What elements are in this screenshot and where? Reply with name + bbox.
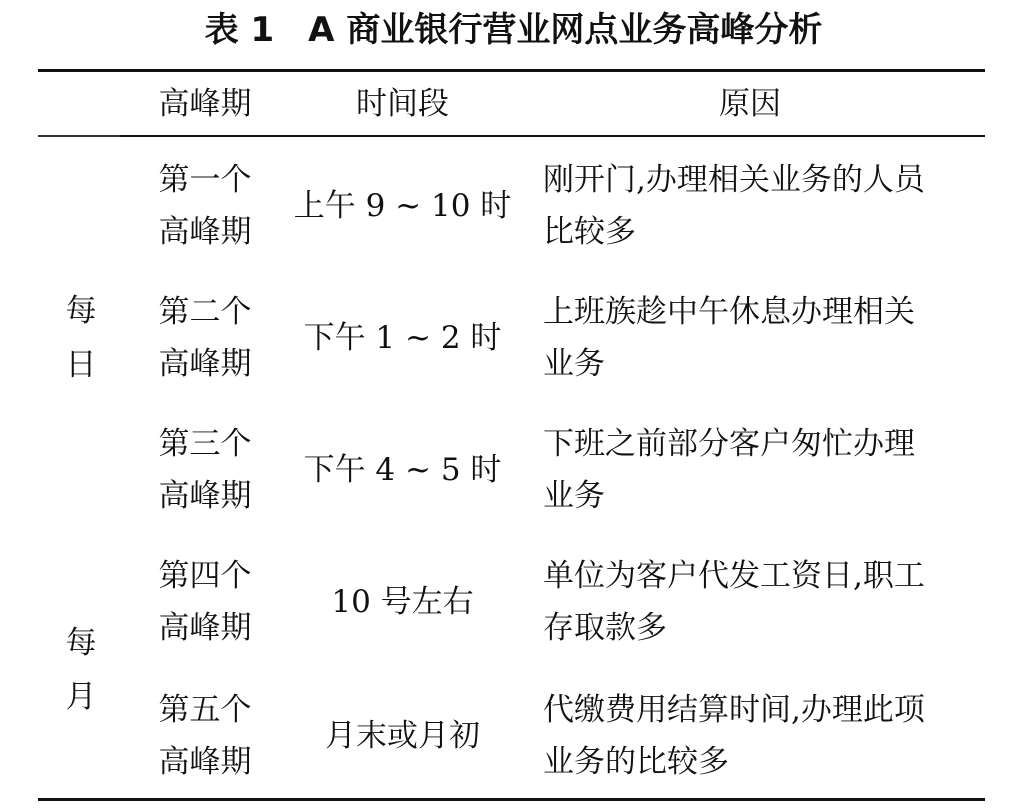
row-reason: 下班之前部分客户匆忙办理 业务 xyxy=(543,426,915,514)
group-label-monthly: 每 月 xyxy=(65,625,97,715)
row-time-slot: 月末或月初 xyxy=(325,718,480,754)
row-reason: 刚开门,办理相关业务的人员 比较多 xyxy=(543,162,925,250)
header-peak-period: 高峰期 xyxy=(158,86,252,122)
row-time-slot: 下午 4 ~ 5 时 xyxy=(303,452,502,488)
table-header-rule-left xyxy=(38,135,120,137)
header-time-slot: 时间段 xyxy=(356,86,449,122)
row-time-slot: 上午 9 ~ 10 时 xyxy=(293,188,512,224)
table-bottom-rule xyxy=(38,798,985,801)
table-caption: 表 1 A 商业银行营业网点业务高峰分析 xyxy=(204,10,823,50)
row-peak-period: 第一个 高峰期 xyxy=(158,162,252,250)
row-reason: 代缴费用结算时间,办理此项 业务的比较多 xyxy=(543,692,925,780)
table-top-rule xyxy=(38,69,985,72)
row-reason: 单位为客户代发工资日,职工 存取款多 xyxy=(543,558,925,646)
row-peak-period: 第三个 高峰期 xyxy=(158,426,252,514)
table-header-rule xyxy=(120,135,985,137)
row-peak-period: 第二个 高峰期 xyxy=(158,294,252,382)
row-time-slot: 10 号左右 xyxy=(331,584,474,620)
row-time-slot: 下午 1 ~ 2 时 xyxy=(303,320,502,356)
header-reason: 原因 xyxy=(719,86,781,122)
row-reason: 上班族趁中午休息办理相关 业务 xyxy=(543,294,915,382)
row-peak-period: 第四个 高峰期 xyxy=(158,558,252,646)
group-label-daily: 每 日 xyxy=(65,293,97,383)
row-peak-period: 第五个 高峰期 xyxy=(158,692,252,780)
